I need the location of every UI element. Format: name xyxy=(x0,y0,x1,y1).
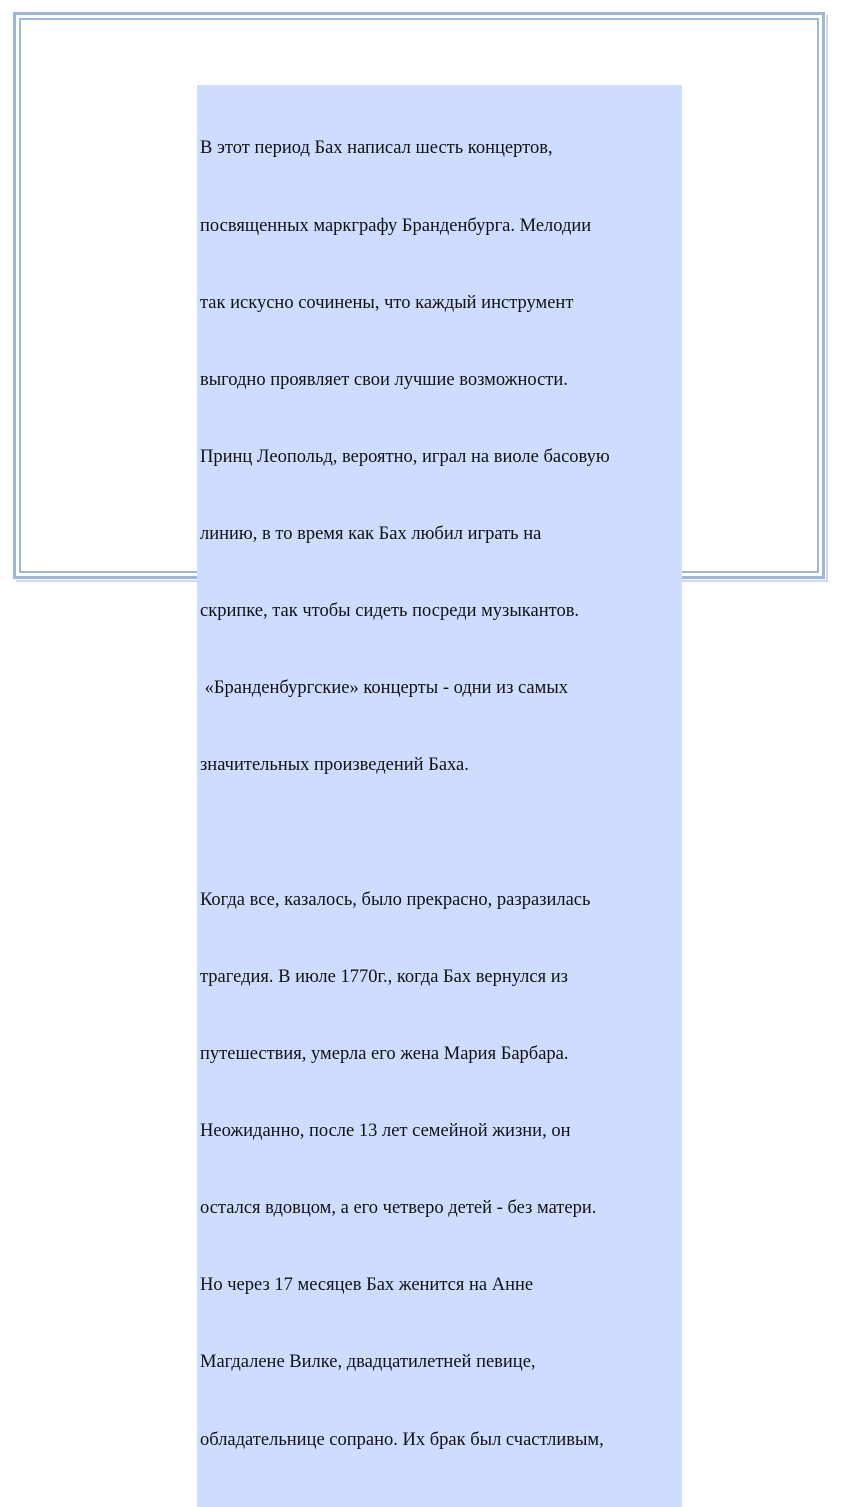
text-line: выгодно проявляет свои лучшие возможности. xyxy=(200,369,568,390)
text-line: Неожиданно, после 13 лет семейной жизни, он xyxy=(200,1121,571,1142)
text-line: скрипке, так чтобы сидеть посреди музыкантов. xyxy=(200,601,580,622)
paragraph-1 xyxy=(200,85,682,830)
paragraph-2 xyxy=(200,836,682,1504)
text-line: обладательнице сопрано. Их брак был счастливым, xyxy=(200,1429,604,1450)
text-line: трагедия. В июле 1770г., когда Бах вернулся из xyxy=(200,966,568,987)
text-line: так искусно сочинены, что каждый инструмент xyxy=(200,292,574,313)
text-line: В этот период Бах написал шесть концертов, xyxy=(200,138,553,159)
text-line: Когда все, казалось, было прекрасно, разразилась xyxy=(200,889,591,910)
text-line: остался вдовцом, а его четверо детей - без матери. xyxy=(200,1198,597,1219)
text-box xyxy=(197,85,682,1507)
text-line: Но через 17 месяцев Бах женится на Анне xyxy=(200,1275,534,1296)
text-line: посвященных маркграфу Бранденбурга. Мелодии xyxy=(200,215,592,236)
text-line: значительных произведений Баха. xyxy=(200,755,469,776)
text-line: линию, в то время как Бах любил играть на xyxy=(200,523,542,544)
text-line: Магдалене Вилке, двадцатилетней певице, xyxy=(200,1352,536,1373)
text-line: путешествия, умерла его жена Мария Барбара. xyxy=(200,1044,569,1065)
text-line: Принц Леопольд, вероятно, играл на виоле басовую xyxy=(200,446,610,467)
text-line: «Бранденбургские» концерты - одни из самых xyxy=(200,678,569,699)
